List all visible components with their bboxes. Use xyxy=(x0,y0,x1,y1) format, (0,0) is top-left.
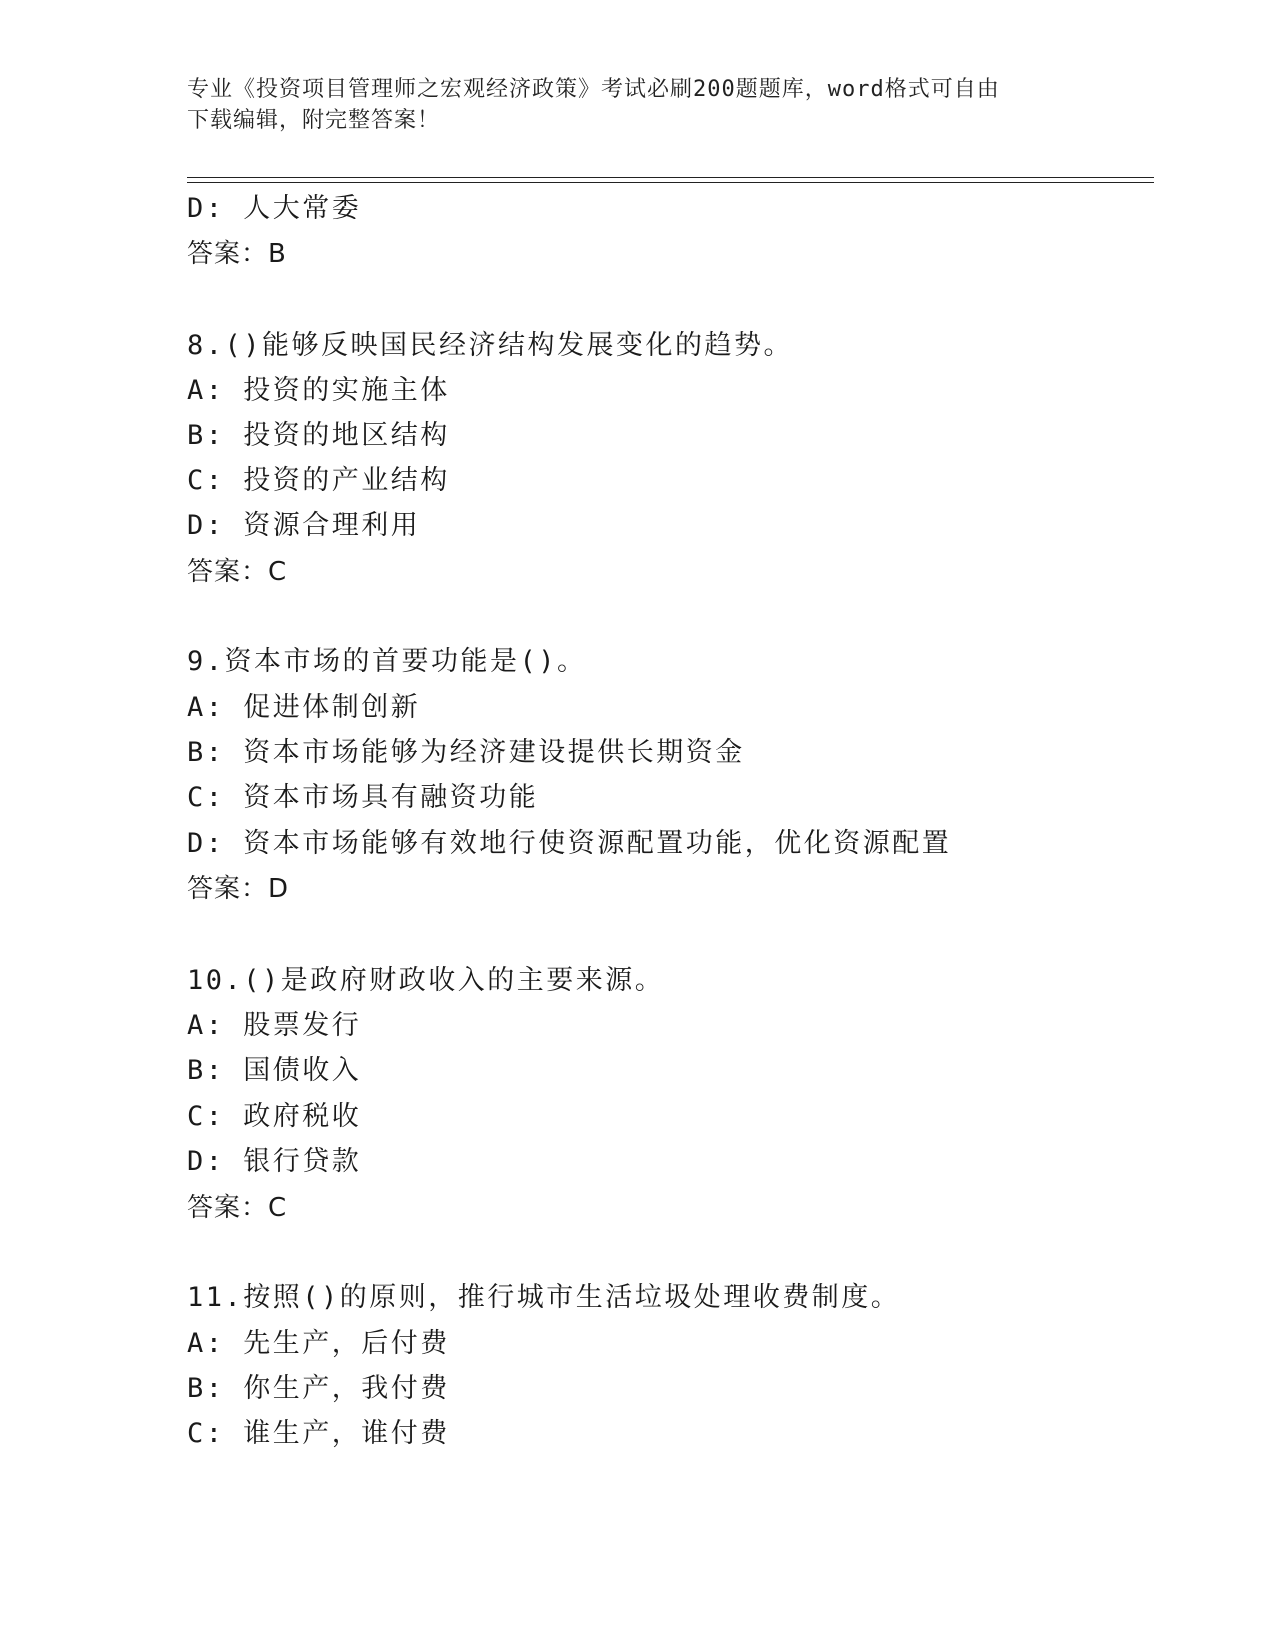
option-d: D: 资本市场能够有效地行使资源配置功能，优化资源配置 xyxy=(187,828,952,859)
option-b: B: 国债收入 xyxy=(187,1055,362,1086)
option-d: D: 资源合理利用 xyxy=(187,510,421,541)
option-b: B: 投资的地区结构 xyxy=(187,420,450,451)
option-a: A: 股票发行 xyxy=(187,1010,362,1041)
option-c: C: 资本市场具有融资功能 xyxy=(187,782,539,813)
document-header xyxy=(187,74,1087,136)
header-rule-top xyxy=(187,177,1154,178)
question-stem: 10.()是政府财政收入的主要来源。 xyxy=(187,965,665,996)
answer-line: 答案：B xyxy=(187,239,287,269)
option-c: C: 政府税收 xyxy=(187,1101,362,1132)
answer-line: 答案：C xyxy=(187,557,288,587)
option-d: D: 人大常委 xyxy=(187,193,362,224)
header-rule-bottom xyxy=(187,182,1154,183)
option-c: C: 谁生产，谁付费 xyxy=(187,1418,450,1449)
option-c: C: 投资的产业结构 xyxy=(187,465,450,496)
option-b: B: 你生产，我付费 xyxy=(187,1373,450,1404)
header-line-1: 专业《投资项目管理师之宏观经济政策》考试必刷200题题库，word格式可自由 xyxy=(187,77,1000,102)
question-stem: 8.()能够反映国民经济结构发展变化的趋势。 xyxy=(187,330,794,361)
option-b: B: 资本市场能够为经济建设提供长期资金 xyxy=(187,737,745,768)
option-a: A: 投资的实施主体 xyxy=(187,375,450,406)
answer-line: 答案：D xyxy=(187,874,290,904)
header-line-2: 下载编辑，附完整答案！ xyxy=(187,108,441,133)
question-stem: 11.按照()的原则，推行城市生活垃圾处理收费制度。 xyxy=(187,1282,901,1313)
answer-line: 答案：C xyxy=(187,1193,288,1223)
option-a: A: 先生产，后付费 xyxy=(187,1328,450,1359)
option-a: A: 促进体制创新 xyxy=(187,692,421,723)
option-d: D: 银行贷款 xyxy=(187,1146,362,1177)
question-stem: 9.资本市场的首要功能是()。 xyxy=(187,646,587,677)
